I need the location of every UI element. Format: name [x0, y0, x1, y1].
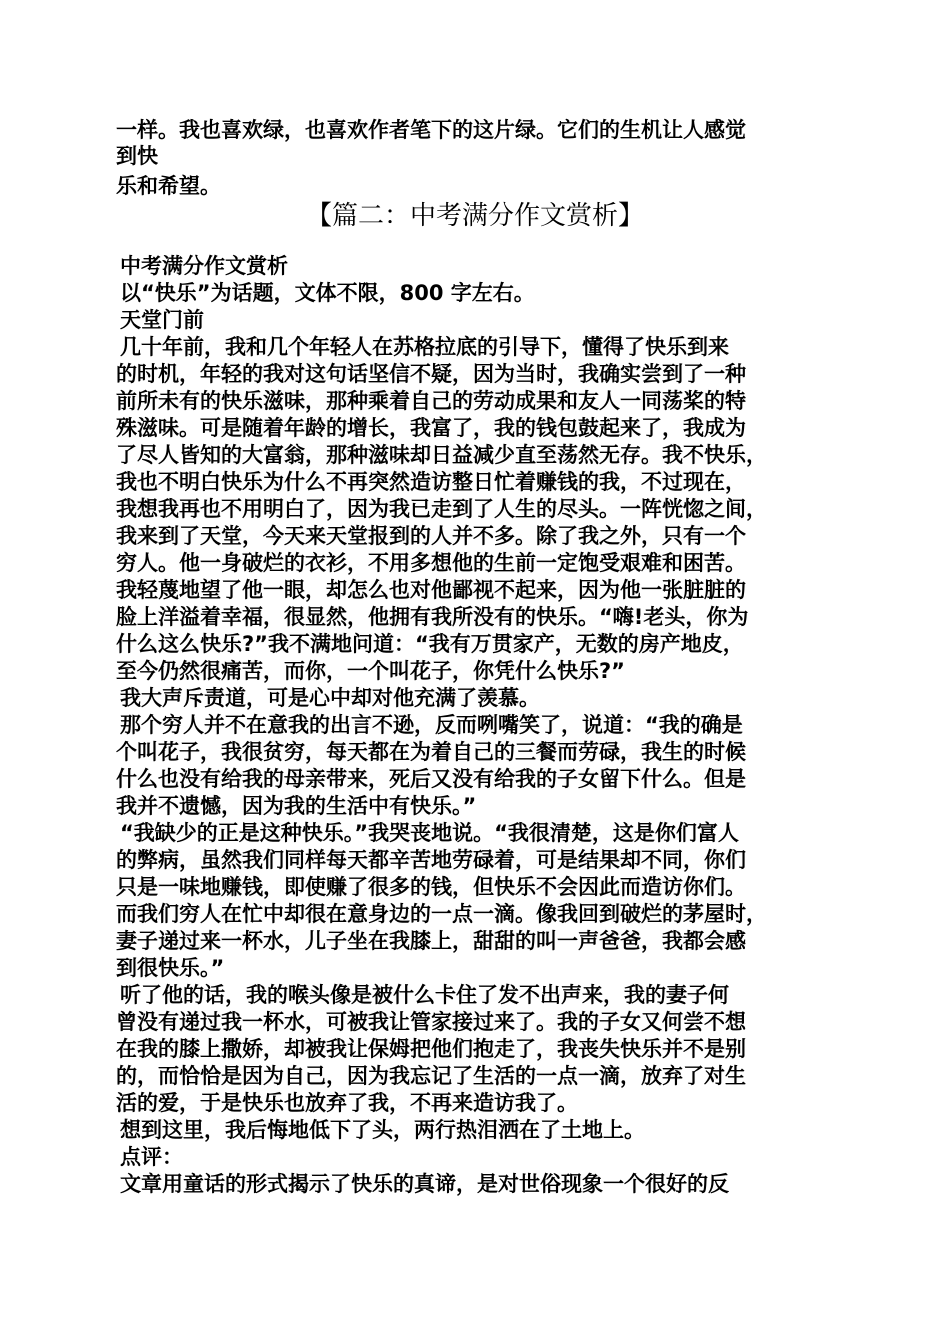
review-line: 文章用童话的形式揭示了快乐的真谛，是对世俗现象一个很好的反 — [120, 1172, 729, 1196]
body-line: 至今仍然很痛苦，而你，一个叫花子，你凭什么快乐?” — [116, 659, 625, 683]
body-line: 穷人。他一身破烂的衣衫，不用多想他的生前一定饱受艰难和困苦。 — [116, 551, 746, 575]
body-line: 什么也没有给我的母亲带来，死后又没有给我的子女留下什么。但是 — [116, 767, 746, 791]
review-label: 点评： — [120, 1145, 183, 1169]
body-line: 我大声斥责道，可是心中却对他充满了羡慕。 — [120, 686, 540, 710]
body-line: 的时机，年轻的我对这句话坚信不疑，因为当时，我确实尝到了一种 — [116, 362, 746, 386]
body-line: 在我的膝上撒娇，却被我让保姆把他们抱走了，我丧失快乐并不是别 — [116, 1037, 746, 1061]
body-line: 听了他的话，我的喉头像是被什么卡住了发不出声来，我的妻子何 — [120, 983, 729, 1007]
essay-heading-line: 天堂门前 — [120, 308, 204, 332]
body-line: 妻子递过来一杯水，儿子坐在我膝上，甜甜的叫一声爸爸，我都会感 — [116, 929, 746, 953]
essay-prompt-line: 以“快乐”为话题，文体不限，800 字左右。 — [120, 281, 535, 305]
body-line: 曾没有递过我一杯水，可被我让管家接过来了。我的子女又何尝不想 — [116, 1010, 746, 1034]
body-line: 的弊病，虽然我们同样每天都辛苦地劳碌着，可是结果却不同，你们 — [116, 848, 746, 872]
body-line: 那个穷人并不在意我的出言不逊，反而咧嘴笑了，说道：“我的确是 — [120, 713, 743, 737]
body-line: 我轻蔑地望了他一眼，却怎么也对他鄙视不起来，因为他一张脏脏的 — [116, 578, 746, 602]
body-line: 只是一味地赚钱，即使赚了很多的钱，但快乐不会因此而造访你们。 — [116, 875, 746, 899]
body-line: 几十年前，我和几个年轻人在苏格拉底的引导下，懂得了快乐到来 — [120, 335, 729, 359]
intro-line-2: 到快 — [116, 144, 158, 168]
body-line: 了尽人皆知的大富翁，那种滋味却日益减少直至荡然无存。我不快乐， — [116, 443, 767, 467]
body-line: 我想我再也不用明白了，因为我已走到了人生的尽头。一阵恍惚之间， — [116, 497, 767, 521]
section-heading: 【篇二：中考满分作文赏析】 — [305, 201, 644, 231]
body-line: 我并不遗憾，因为我的生活中有快乐。” — [116, 794, 477, 818]
body-line: 脸上洋溢着幸福，很显然，他拥有我所没有的快乐。“嗨!老头，你为 — [116, 605, 749, 629]
intro-line-3: 乐和希望。 — [116, 174, 221, 198]
body-line: 我来到了天堂，今天来天堂报到的人并不多。除了我之外，只有一个 — [116, 524, 746, 548]
body-line: 个叫花子，我很贫穷，每天都在为着自己的三餐而劳碌，我生的时候 — [116, 740, 746, 764]
body-line: 到很快乐。” — [116, 956, 225, 980]
essay-title-line: 中考满分作文赏析 — [120, 254, 288, 278]
body-line: 我也不明白快乐为什么不再突然造访整日忙着赚钱的我，不过现在， — [116, 470, 746, 494]
body-line: 什么这么快乐?”我不满地问道：“我有万贯家产，无数的房产地皮， — [116, 632, 744, 656]
intro-line-1: 一样。我也喜欢绿，也喜欢作者笔下的这片绿。它们的生机让人感觉 — [116, 118, 746, 142]
body-line: “我缺少的正是这种快乐。”我哭丧地说。“我很清楚，这是你们富人 — [120, 821, 739, 845]
body-line: 殊滋味。可是随着年龄的增长，我富了，我的钱包鼓起来了，我成为 — [116, 416, 746, 440]
body-line: 而我们穷人在忙中却很在意身边的一点一滴。像我回到破烂的茅屋时， — [116, 902, 767, 926]
body-line: 的，而恰恰是因为自己，因为我忘记了生活的一点一滴，放弃了对生 — [116, 1064, 746, 1088]
body-line: 想到这里，我后悔地低下了头，两行热泪洒在了土地上。 — [120, 1118, 645, 1142]
body-line: 前所未有的快乐滋味，那种乘着自己的劳动成果和友人一同荡桨的特 — [116, 389, 746, 413]
body-line: 活的爱，于是快乐也放弃了我，不再来造访我了。 — [116, 1091, 578, 1115]
